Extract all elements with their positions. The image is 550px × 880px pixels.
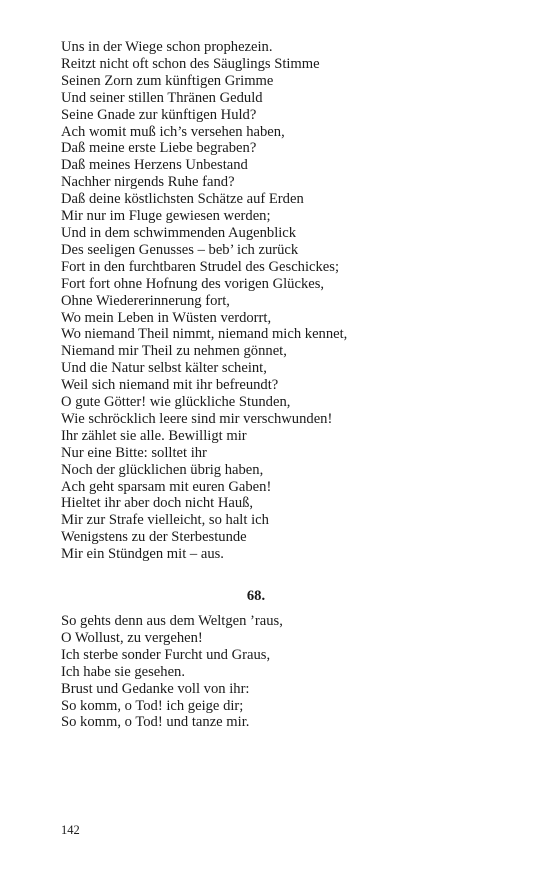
poem-line: Daß deine köstlichsten Schätze auf Erden [61,191,304,208]
poem-line: So komm, o Tod! ich geige dir; [61,697,244,714]
poem-68 [61,613,501,731]
poem-67-continuation [61,39,501,563]
poem-line: Noch der glücklichen übrig haben, [61,461,264,478]
poem-line: Uns in der Wiege schon prophezein. [61,39,273,55]
poem-line: So gehts denn aus dem Weltgen ’raus, [61,613,283,629]
poem-line: Des seeligen Genusses – beb’ ich zurück [61,241,299,258]
poem-line: Reitzt nicht oft schon des Säuglings Stimme [61,55,320,72]
poem-line: Daß meine erste Liebe begraben? [61,140,257,157]
poem-line: Weil sich niemand mit ihr befreundt? [61,377,279,394]
poem-line: Mir zur Strafe vielleicht, so halt ich [61,512,269,529]
poem-line: Seinen Zorn zum künftigen Grimme [61,72,274,89]
poem-line: Daß meines Herzens Unbestand [61,157,248,174]
poem-line: Mir nur im Fluge gewiesen werden; [61,208,271,225]
poem-line: Wie schröcklich leere sind mir verschwunden! [61,410,333,427]
poem-line: Ihr zählet sie alle. Bewilligt mir [61,427,247,444]
poem-line: Wo mein Leben in Wüsten verdorrt, [61,309,272,326]
poem-line: Und seiner stillen Thränen Geduld [61,89,263,106]
poem-line: O gute Götter! wie glückliche Stunden, [61,394,291,411]
poem-line: Ich sterbe sonder Furcht und Graus, [61,646,271,663]
poem-line: Wenigstens zu der Sterbestunde [61,529,247,546]
poem-line: Hieltet ihr aber doch nicht Hauß, [61,495,254,512]
poem-line: Wo niemand Theil nimmt, niemand mich kennet, [61,326,348,343]
page-number: 142 [61,823,80,837]
poem-line: So komm, o Tod! und tanze mir. [61,714,250,731]
poem-line: Brust und Gedanke voll von ihr: [61,680,250,697]
poem-line: Ach geht sparsam mit euren Gaben! [61,478,272,495]
poem-line: Ich habe sie gesehen. [61,663,185,680]
poem-number-heading: 68. [246,588,266,604]
poem-line: O Wollust, zu vergehen! [61,629,203,646]
poem-line: Und die Natur selbst kälter scheint, [61,360,267,377]
poem-line: Ach womit muß ich’s versehen haben, [61,123,285,140]
poem-line: Seine Gnade zur künftigen Huld? [61,106,257,123]
poem-line: Mir ein Stündgen mit – aus. [61,546,224,563]
poem-line: Fort in den furchtbaren Strudel des Geschickes; [61,258,340,275]
poem-line: Niemand mir Theil zu nehmen gönnet, [61,343,287,360]
poem-line: Und in dem schwimmenden Augenblick [61,224,297,241]
poem-line: Fort fort ohne Hofnung des vorigen Glückes, [61,275,325,292]
poem-line: Nachher nirgends Ruhe fand? [61,174,235,191]
poem-line: Ohne Wiedererinnerung fort, [61,292,230,309]
poem-line: Nur eine Bitte: solltet ihr [61,444,207,461]
